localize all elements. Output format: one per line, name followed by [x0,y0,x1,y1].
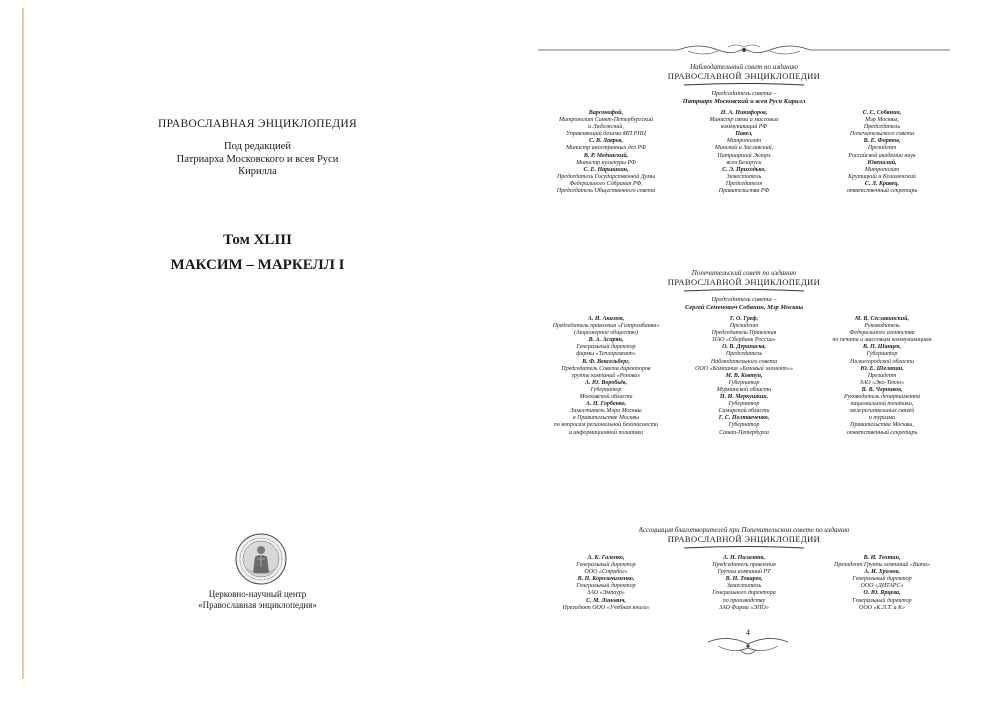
member-role: ответственный секретарь [846,429,918,436]
member-role: ЗАО Фирма «ЭПО» [719,604,769,611]
member-role: межрегиональных связей [849,408,915,415]
member-role: Заместитель [726,583,762,590]
member-role: группы компаний «Ренова» [571,372,641,379]
encyclopedia-title: ПРАВОСЛАВНАЯ ЭНЦИКЛОПЕДИЯ [158,118,357,130]
supervisory-board [538,63,950,195]
chair-caption: Председатель совета – [711,90,777,97]
binding-edge [22,8,24,679]
members-columns [538,110,950,195]
member-entry [676,373,812,394]
members-column [538,110,674,195]
member-name: О. Ю. Ярцева, [863,590,901,597]
member-role: ООО «К.Л.Т. и К» [859,604,905,611]
member-role: Президент Группы компаний «Вита» [834,562,930,569]
bottom-ornament-icon [698,636,798,658]
volume-number: Том XLIII [223,232,292,248]
member-role: Генеральный директор [852,597,912,604]
member-entry [814,344,950,365]
member-role: Федерального Собрания РФ, [569,180,643,187]
member-entry [814,366,950,387]
member-role: по вопросам региональной безопасности [553,422,659,429]
member-name: В. Е. Фортов, [863,138,901,145]
member-role: Председатель Правления [711,330,777,337]
member-entry [676,167,812,195]
member-role: Председатель Совета директоров [561,365,651,372]
publisher-line: «Православная энциклопедия» [198,600,317,610]
member-role: Правительства Москвы, [850,422,914,429]
member-role: Санкт-Петербурга [719,429,769,436]
member-entry [676,555,812,576]
editor-line: Кирилла [238,166,277,177]
member-role: Министр иностранных дел РФ [566,145,646,152]
member-role: Руководитель [864,323,900,330]
member-role: Наблюдательного совета [710,358,778,365]
member-entry [814,160,950,181]
underline-flourish-icon [684,288,804,293]
editor-line: Патриарха Московского и всея Руси [176,153,339,165]
member-name: Ювеналий, [867,159,897,166]
member-entry [676,316,812,344]
member-role: Самарской области [718,408,770,415]
member-role: Губернатор [728,379,760,386]
member-role: Попечительского совета [849,131,915,138]
member-name: Н. И. Меркушкин, [719,394,769,401]
member-role: Крутицкий и Коломенский [848,173,916,180]
member-entry [676,344,812,372]
member-name: А. К. Галенко, [587,555,625,561]
member-role: Мэр Москвы, [865,117,899,124]
member-name: М. В. Ковтун, [725,372,763,379]
member-name: В. Р. Мединский, [583,152,629,159]
member-role: в Правительстве Москвы [572,415,640,422]
member-role: Министр связи и массовых [709,117,779,124]
member-entry [538,138,674,152]
volume-range: МАКСИМ – МАРКЕЛЛ I [170,257,345,273]
members-column [676,555,812,612]
member-name: Павел, [735,131,753,138]
member-name: С. Е. Нарышкин, [583,166,629,173]
member-role: Генерального директора [712,590,776,597]
member-role: Митрополит Санкт-Петербургский [559,117,653,124]
member-role: Президент [867,145,897,152]
member-name: В. И. Тохтин, [863,555,901,561]
members-column [538,555,674,612]
member-role: и Ладожский, [588,124,624,131]
member-role: Российской академии наук [848,152,916,159]
member-role: Председатель правления «Газпромбанка» [552,323,660,330]
section-caption: Ассоциация благотворителей при Попечительском совете по изданию [638,526,850,534]
member-role: ответственный секретарь [846,188,918,195]
member-name: Варсонофий, [588,110,624,116]
member-role: по производству [722,597,766,604]
member-name: А. Н. Горбенко, [585,401,627,408]
member-role: ООО «Стрибог» [584,569,628,576]
members-column [676,110,812,195]
member-role: Митрополит [864,166,900,173]
member-entry [814,387,950,437]
member-entry [676,394,812,415]
page-number: 4 [746,628,750,637]
member-name: А. Н. Пилаэянк, [722,555,766,561]
underline-flourish-icon [684,82,804,87]
member-role: Губернатор [728,401,760,408]
member-role: Министр культуры РФ [576,159,636,166]
member-role: Председателя [725,180,763,187]
member-name: В. А. Асирян, [588,337,624,344]
member-name: С. Л. Кравец, [864,180,900,187]
chair-name: Сергей Семенович Собянин, Мэр Москвы [685,303,803,311]
underline-flourish-icon [684,545,804,550]
member-role: по печати и массовым коммуникациям [832,337,932,344]
member-role: Федерального агентства [849,330,915,337]
board-of-trustees [538,269,950,437]
members-columns [538,316,950,437]
member-entry [814,555,950,569]
member-role: Минский и Заславский, [714,145,774,152]
member-role: Генеральный директор [576,344,636,351]
member-entry [538,153,674,167]
member-name: С. М. Линович, [586,597,626,604]
member-role: Заместитель Мэра Москвы [570,408,642,415]
member-name: В. В. Черников, [861,386,903,393]
member-role: Президент [729,323,759,330]
member-role: Председатель Общественного совета [556,188,656,195]
member-entry [538,337,674,358]
member-name: В. Ф. Вексельберг, [582,358,630,365]
benefactors-association [538,526,950,612]
member-entry [676,415,812,436]
member-name: Ю. Е. Шеляпин, [860,365,904,372]
member-role: Мурманской области [716,386,772,393]
encyclopedia-name: ПРАВОСЛАВНОЙ ЭНЦИКЛОПЕДИИ [667,71,821,81]
member-role: Губернатор [728,422,760,429]
member-name: Г. О. Греф, [729,316,759,322]
member-role: Нижегородской области [849,358,914,365]
member-role: Генеральный директор [576,562,636,569]
member-role: Президент [867,372,897,379]
member-entry [538,576,674,597]
encyclopedia-name: ПРАВОСЛАВНОЙ ЭНЦИКЛОПЕДИИ [667,534,821,544]
section-caption: Наблюдательный совет по изданию [690,63,798,71]
members-column [538,316,674,437]
member-role: Руководитель департамента [843,394,921,401]
member-role: всея Беларуси [726,159,762,166]
member-role: Генеральный директор [576,583,636,590]
member-role: Управляющий делами МП РПЦ [566,131,646,138]
member-name: С. В. Лавров, [589,138,623,145]
member-role: ООО «ДИТАРС» [860,583,904,590]
publisher-line: Церковно-научный центр [208,589,307,599]
member-name: О. В. Дерипаска, [722,344,766,351]
member-role: коммуникаций РФ [720,124,768,131]
members-column [676,316,812,437]
member-entry [538,316,674,337]
member-role: фирмы «Теплоремонт» [576,351,636,358]
editor-statement [30,141,485,179]
member-role: Заместитель [726,173,762,180]
member-entry [538,380,674,401]
member-role: Президент ООО «Учебная книга» [562,604,650,611]
member-role: Председатель правления [712,562,776,569]
member-entry [814,590,950,611]
top-ornament-icon [538,42,950,58]
member-entry [538,110,674,138]
seal-emblem-icon [235,533,287,585]
member-role: ЗАО «Эко-Тепло» [859,379,905,386]
encyclopedia-name: ПРАВОСЛАВНОЙ ЭНЦИКЛОПЕДИИ [667,277,821,287]
member-entry [676,110,812,131]
chair-name: Патриарх Московский и всея Руси Кирилл [682,97,806,105]
member-entry [814,181,950,195]
member-name: А. И. Акимов, [587,316,625,322]
member-role: Председатель Государственной Думы [556,173,656,180]
member-entry [814,316,950,344]
member-role: Патриарший Экзарх [717,152,771,159]
member-role: ПАО «Сбербанк России» [712,337,776,344]
member-name: В. Н. Корольчименко, [577,576,635,583]
member-role: Генеральный директор [852,576,912,583]
member-name: М. В. Сеславинский, [855,316,909,322]
title-page [30,0,485,707]
section-caption: Попечительский совет по изданию [691,269,797,277]
member-role: Председатель [725,351,763,358]
member-role: ООО «Компания «Базовый элемент»» [695,365,793,372]
members-column [814,555,950,612]
member-entry [676,576,812,611]
member-name: А. И. Хромов, [864,569,900,576]
chair-caption: Председатель совета – [711,296,777,303]
member-name: В. Н. Токарев, [725,576,763,583]
members-column [814,110,950,195]
member-role: Председатель [863,124,901,131]
member-name: В. П. Шанцев, [863,344,901,351]
member-role: (Акционерное общество) [574,330,638,337]
member-role: национальной политики, [850,401,914,408]
member-name: А. Ю. Воробьёв, [585,379,627,386]
member-role: Группы компаний РТ [717,569,771,576]
member-name: Н. А. Никифоров, [720,110,768,116]
member-role: Московской области [579,394,633,401]
member-entry [538,359,674,380]
member-entry [538,555,674,576]
member-role: Правительства РФ [718,188,770,195]
member-entry [538,401,674,436]
publisher [30,589,485,611]
member-entry [538,598,674,612]
member-role: ЗАО «Эмпаур» [587,590,625,597]
member-name: С. Э. Приходько, [722,166,766,173]
member-entry [814,110,950,138]
member-entry [814,569,950,590]
member-role: Губернатор [866,351,898,358]
member-role: Митрополит [726,138,762,145]
member-role: и туризма [868,415,896,422]
member-role: и информационной политики [568,429,644,436]
member-name: Г. С. Полтавченко, [718,415,770,422]
member-entry [676,131,812,166]
member-name: С. С. Собянин, [862,110,902,116]
member-entry [538,167,674,195]
editor-line: Под редакцией [224,141,291,152]
members-column [814,316,950,437]
members-columns [538,555,950,612]
member-role: Губернатор [590,386,622,393]
member-entry [814,138,950,159]
